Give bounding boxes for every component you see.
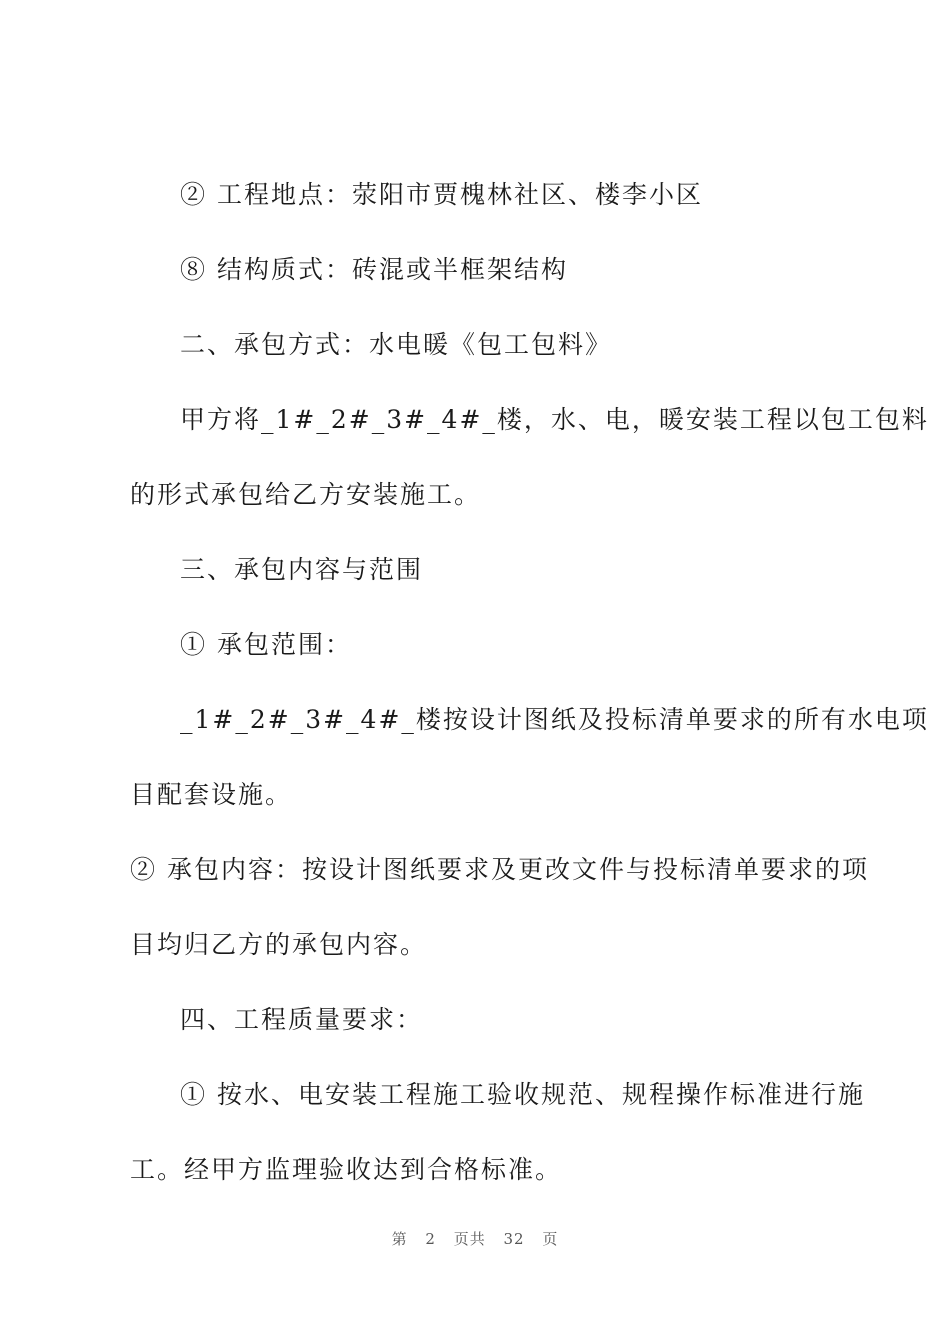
paragraph-line: 工。经甲方监理验收达到合格标准。 xyxy=(130,1155,563,1184)
page-number: 2 xyxy=(425,1230,436,1248)
paragraph-line: _1#_2#_3#_4#_楼按设计图纸及投标清单要求的所有水电项 xyxy=(180,705,929,734)
footer-middle: 页共 xyxy=(453,1230,486,1248)
footer-suffix: 页 xyxy=(542,1230,559,1248)
paragraph-line: ⑧ 结构质式：砖混或半框架结构 xyxy=(180,255,568,284)
page-footer xyxy=(0,1228,950,1249)
footer-prefix: 第 xyxy=(391,1230,408,1248)
paragraph-line: ② 承包内容：按设计图纸要求及更改文件与投标清单要求的项 xyxy=(130,855,869,884)
total-pages: 32 xyxy=(503,1230,525,1248)
paragraph-line: ① 按水、电安装工程施工验收规范、规程操作标准进行施 xyxy=(180,1080,865,1109)
paragraph-line: 甲方将_1#_2#_3#_4#_楼，水、电，暖安装工程以包工包料 xyxy=(180,405,929,434)
section-heading: 三、承包内容与范围 xyxy=(180,555,424,584)
paragraph-line: ② 工程地点：荥阳市贾槐林社区、楼李小区 xyxy=(180,180,703,209)
section-heading: 二、承包方式：水电暖《包工包料》 xyxy=(180,330,613,359)
paragraph-line: 目均归乙方的承包内容。 xyxy=(130,930,428,959)
paragraph-line: 目配套设施。 xyxy=(130,780,293,809)
paragraph-line: ① 承包范围： xyxy=(180,630,352,659)
paragraph-line: 的形式承包给乙方安装施工。 xyxy=(130,480,482,509)
section-heading: 四、工程质量要求： xyxy=(180,1005,424,1034)
